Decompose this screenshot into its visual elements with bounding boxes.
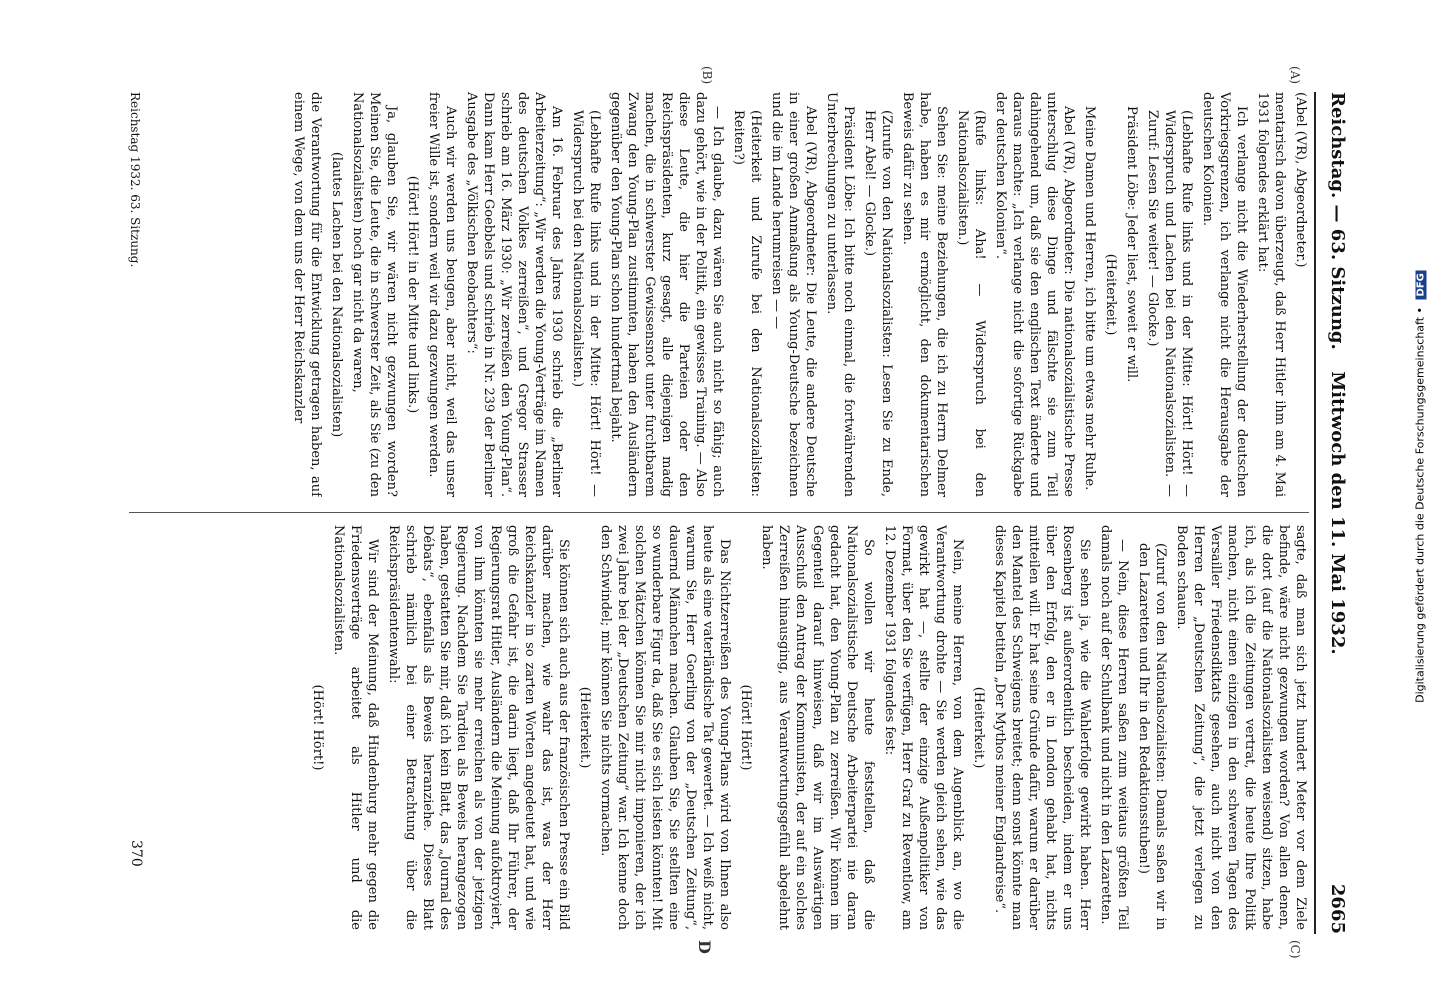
paragraph: Sehen Sie: meine Beziehungen, die ich zu Herrn Delmer habe, haben es mir ermöglicht, den dokumentarischen Beweis dafür zu sehen. [900, 92, 949, 497]
paragraph: — Nein, diese Herren saßen zum weitaus größten Teil damals noch auf der Schulbank und nicht in den Lazaretten. [1098, 525, 1130, 930]
left-text-column [149, 92, 1309, 497]
paragraph: (Rufe links: Aha! — Widerspruch bei den Nationalsozialisten.) [955, 110, 987, 497]
margin-marker-c: (C) [1288, 940, 1302, 959]
side-strip [1400, 0, 1434, 1000]
page-header [1318, 92, 1348, 934]
paragraph: (Lebhafte Rufe links und in der Mitte: Hört! Hört! — Widerspruch bei den Nationalsozialisten.) [570, 110, 602, 497]
paragraph: (Heiterkeit.) [971, 686, 986, 769]
header-page-number: 2665 [1327, 883, 1348, 934]
paragraph: (Heiterkeit und Zurufe bei den Nationalsozialisten: Reiten?) [731, 110, 763, 497]
paragraph: — Ich glaube, dazu wären Sie auch nicht so fähig; auch dazu gehört, wie in der Politik, ein gewisses Training. — Also diese Leute, die hier die Parteien oder den Reichspräsidenten, kurz gesagt, alle diejenigen madig machen, die in schwerster Gewissensnot unter furchtbarem Zwang den Young-Plan zustimmten, haben den Ausländern gegenüber den Young-Plan schon hundertmal bejaht. [608, 92, 725, 497]
paragraph: Präsident Löbe: Ich bitte noch einmal, die fortwährenden Unterbrechungen zu unterlassen. [824, 92, 856, 497]
paragraph: (Hört! Hört!) [310, 684, 325, 771]
paragraph: sagte, daß man sich jetzt hundert Meter vor dem Ziele befinde, wäre nicht gezwungen worden? Von allen denen, die dort (auf die Nationalsozialisten weisend) sitzen, habe ich, als ich die Zeitungen vertrat, die heute Ihre Politik machen, nicht einen einzigen in den schweren Tagen des Versailler Friedensdiktats gesehen, auch nicht von den Herren der „Deutschen Zeitung“, die jetzt verlegen zu Boden schauen. [1174, 525, 1308, 930]
paragraph: Meine Damen und Herren, ich bitte um etwas mehr Ruhe. [1082, 106, 1097, 491]
footer-right: 370 [128, 840, 144, 867]
paragraph: Abel (VR), Abgeordneter: Die Leute, die andere Deutsche in einer großen Anmaßung als Young-Deutsche bezeichnen und die im Lande herumreisen — — [769, 92, 818, 497]
dfg-logo: DFG [1416, 270, 1427, 299]
margin-marker-d: D [695, 940, 714, 954]
paragraph: (Lebhafte Rufe links und in der Mitte: Hört! Hört! — Widerspruch und Lachen bei den Nationalsozialisten. — Zuruf: Lesen Sie weiter! — Glocke.) [1145, 110, 1194, 497]
paragraph: Abel (VR), Abgeordneter: Die nationalsozialistische Presse unterschlug diese Dinge und fälschte sie zum Teil dahingehend um, daß sie den englischen Text änderte und daraus machte: „Ich verlange nicht die sofortige Rückgabe der deutschen Kolonien“. [993, 92, 1076, 497]
paragraph: Am 16. Februar des Jahres 1930 schrieb die „Berliner Arbeiterzeitung“: „Wir werden die Young-Verträge im Namen des deutschen Volkes zerreißen“, und Gregor Strasser schrieb am 16. März 1930: „Wir zerreißen den Young-Plan“. Dann kam Herr Goebbels und schrieb in Nr. 239 der Berliner Ausgabe des „Völkischen Beobachters“: [464, 92, 564, 497]
header-rule [1314, 92, 1316, 934]
footer-left: Reichstag 1932. 63. Sitzung. [128, 92, 142, 268]
paragraph: So wollen wir heute feststellen, daß die Nationalsozialistische Deutsche Arbeiterpartei nie daran gedacht hat, den Young-Plan zu zerreißen. Wir können im Gegenteil darauf hinweisen, daß wir im Auswärtigen Ausschuß den Antrag der Kommunisten, der auf ein solches Zerreißen hinausging, aus Verantwortungsgefühl abgelehnt haben. [759, 525, 876, 930]
right-text-column [149, 525, 1309, 930]
paragraph: (Zuruf von den Nationalsozialisten: Damals saßen wir in den Lazaretten und Ihr in den Redaktionsstuben!) [1136, 543, 1168, 930]
header-date: Mittwoch den 11. Mai 1932. [1327, 371, 1348, 655]
digitization-note: Digitalisierung gefördert durch die Deutsche Forschungsgemeinschaft • [1413, 306, 1427, 703]
column-divider [129, 512, 1309, 513]
paragraph: Nein, meine Herren, von dem Augenblick an, wo die Verantwortung drohte — Sie werden gleich sehen, wie das gewirkt hat —, stellte der einzige Außenpolitiker von Format, über den Sie verfügen, Herr Graf zu Reventlow, am 12. Dezember 1931 folgendes fest: [882, 525, 965, 930]
paragraph: (Heiterkeit.) [1103, 253, 1118, 336]
paragraph: Wir sind der Meinung, daß Hindenburg mehr gegen die Friedensverträge arbeitet als Hitler und die Nationalsozialisten. [331, 525, 380, 930]
margin-marker-a: (A) [1288, 66, 1302, 85]
paragraph: Sie können sich auch aus der französischen Presse ein Bild darüber machen, wie wahr das ist, was der Herr Reichskanzler in so zarten Worten angedeutet hat, und wie groß die Gefahr ist, die darin liegt, daß Ihr Führer, der Regierungsrat Hitler, Ausländern die Meinung aufoktroyiert, von ihm könnten sie mehr erreichen als von der jetzigen Regierung. Nachdem Sie Tardieu als Beweis herangezogen haben, gestatten Sie mir, daß ich kein Blatt, das „Journal des Débats“, ebenfalls als Beweis heranziehe. Dieses Blatt schrieb nämlich bei einer Betrachtung über die Reichspräsidentenwahl: [386, 525, 571, 930]
paragraph: (Hört! Hört! in der Mitte und links.) [405, 175, 420, 414]
paragraph: (Abel (VR), Abgeordneter.) [1293, 92, 1308, 268]
paragraph: (Hört! Hört!) [738, 684, 753, 771]
paragraph: Ich verlange nicht die Wiederherstellung der deutschen Vorkriegsgrenzen, ich verlange nicht die Herausgabe der deutschen Kolonien. [1200, 92, 1249, 497]
header-left: Reichstag. — 63. Sitzung. [1327, 92, 1348, 350]
paragraph: Das Nichtzerreißen des Young-Plans wird von Ihnen also heute als eine vaterländische Tat gewertet. — Ich weiß nicht, warum Sie, Herr Goerling von der „Deutschen Zeitung“, dauernd Männchen machen. Glauben Sie, Sie stellten eine so wunderbare Figur da, daß Sie es sich leisten könnten! Mit solchen Mätzchen können Sie mir nicht imponieren, der ich zwei Jahre bei der „Deutschen Zeitung“ war. Ich kenne doch den Schwindel; mir können Sie nichts vormachen. [598, 525, 732, 930]
paragraph: Sie sehen ja, wie die Wahlerfolge gewirkt haben. Herr Rosenberg ist außerordentlich bescheiden, indem er uns über den Erfolg, den er in London gehabt hat, nichts mitteilen will. Er hat seine Gründe dafür, warum er darüber den Mantel des Schweigens breitet; denn sonst könnte man dieses Kapitel betiteln „Der Mythos meiner Englandreise“. [992, 525, 1092, 930]
paragraph: die Verantwortung für die Entwicklung getragen haben, auf einem Wege, von dem uns der Herr Reichskanzler [291, 92, 323, 497]
paragraph: (Heiterkeit.) [577, 686, 592, 769]
paragraph: mentarisch davon überzeugt, daß Herr Hitler ihm am 4. Mai 1931 folgendes erklärt hat: [1255, 92, 1287, 497]
paragraph: Präsident Löbe: Jeder liest, soweit er will. [1124, 106, 1139, 383]
paragraph: Ja, glauben Sie, wir wären nicht gezwungen worden? Meinen Sie, die Leute, die in schwerster Zeit, als Sie (zu den Nationalsozialisten) noch gar nicht da waren, [350, 92, 399, 497]
margin-marker-b: (B) [700, 66, 714, 85]
paragraph: (Zurufe von den Nationalsozialisten: Lesen Sie zu Ende, Herr Abel! — Glocke.) [862, 110, 894, 497]
paragraph: Auch wir werden uns beugen, aber nicht, weil das unser freier Wille ist, sondern weil wir dazu gezwungen werden. [426, 92, 458, 497]
paragraph: (lautes Lachen bei den Nationalsozialisten) [329, 151, 344, 438]
